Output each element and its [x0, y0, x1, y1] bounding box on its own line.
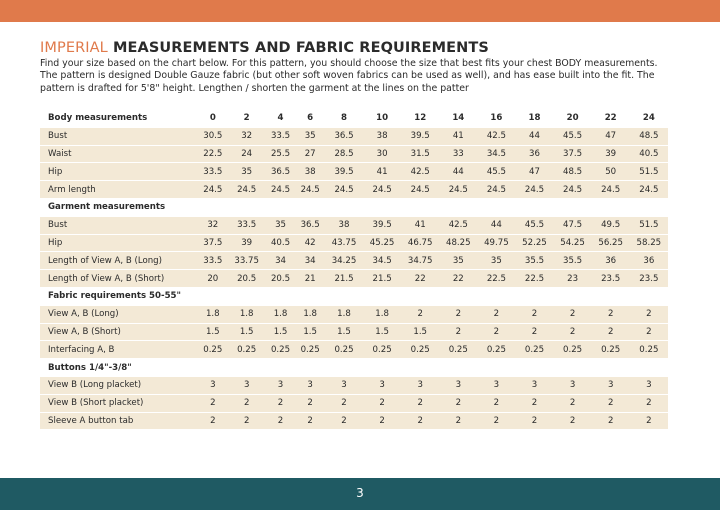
table-cell: 33.5	[198, 163, 228, 181]
table-cell: 2	[554, 323, 592, 341]
table-cell: 37.5	[554, 145, 592, 163]
table-cell: 20.5	[228, 270, 266, 288]
table-cell: 2	[592, 323, 630, 341]
table-cell: 2	[592, 412, 630, 430]
table-cell: 31.5	[401, 145, 439, 163]
table-cell: 2	[295, 412, 325, 430]
table-cell: 24.5	[401, 181, 439, 199]
table-cell: 22.5	[477, 270, 515, 288]
table-cell: 25.5	[266, 145, 296, 163]
table-cell: 58.25	[630, 234, 668, 252]
page-number: 3	[356, 486, 364, 500]
table-cell: 3	[363, 376, 401, 394]
table-cell: 2	[228, 412, 266, 430]
table-cell: 2	[401, 305, 439, 323]
table-cell: 24.5	[592, 181, 630, 199]
table-cell: 48.5	[630, 127, 668, 145]
table-cell: 30	[363, 145, 401, 163]
table-cell: 45.5	[477, 163, 515, 181]
table-cell: 2	[363, 394, 401, 412]
size-header: 8	[325, 110, 363, 127]
size-header: 12	[401, 110, 439, 127]
footer-bar	[0, 478, 720, 510]
table-cell: 23.5	[592, 270, 630, 288]
section-header-row	[40, 287, 668, 305]
table-cell: 1.8	[325, 305, 363, 323]
table-cell: 47	[592, 127, 630, 145]
table-cell: 3	[198, 376, 228, 394]
table-cell: 20	[198, 270, 228, 288]
table-cell: 39	[592, 145, 630, 163]
table-cell: 2	[363, 412, 401, 430]
table-cell: 36.5	[295, 216, 325, 234]
section-header-row	[40, 198, 668, 216]
row-label: Waist	[40, 145, 198, 163]
table-cell: 1.8	[228, 305, 266, 323]
size-header: 10	[363, 110, 401, 127]
table-cell: 39.5	[363, 216, 401, 234]
size-header: 0	[198, 110, 228, 127]
table-cell: 38	[295, 163, 325, 181]
table-cell: 2	[630, 305, 668, 323]
table-cell: 2	[477, 305, 515, 323]
table-cell: 1.5	[325, 323, 363, 341]
table-cell: 33.5	[266, 127, 296, 145]
table-cell: 2	[630, 394, 668, 412]
table-row	[40, 394, 668, 412]
table-cell: 24	[228, 145, 266, 163]
table-cell: 2	[401, 394, 439, 412]
table-cell: 40.5	[266, 234, 296, 252]
row-label: Hip	[40, 163, 198, 181]
table-row	[40, 376, 668, 394]
table-row	[40, 163, 668, 181]
table-cell: 33	[439, 145, 477, 163]
table-body	[40, 110, 668, 430]
row-label: Arm length	[40, 181, 198, 199]
table-cell: 22	[401, 270, 439, 288]
table-cell: 2	[228, 394, 266, 412]
table-cell: 2	[439, 323, 477, 341]
table-cell: 33.5	[228, 216, 266, 234]
size-header: 14	[439, 110, 477, 127]
table-cell: 24.5	[515, 181, 553, 199]
table-row	[40, 181, 668, 199]
table-cell: 2	[554, 394, 592, 412]
table-cell: 3	[295, 376, 325, 394]
table-cell: 1.5	[198, 323, 228, 341]
row-label: View B (Long placket)	[40, 376, 198, 394]
table-cell: 42.5	[439, 216, 477, 234]
table-cell: 3	[266, 376, 296, 394]
top-accent-bar	[0, 0, 720, 22]
table-cell: 1.5	[401, 323, 439, 341]
table-cell: 44	[477, 216, 515, 234]
table-cell: 2	[401, 412, 439, 430]
table-cell: 2	[439, 412, 477, 430]
table-cell: 51.5	[630, 216, 668, 234]
table-cell: 44	[439, 163, 477, 181]
row-label: View B (Short placket)	[40, 394, 198, 412]
table-cell: 35	[439, 252, 477, 270]
size-header: 22	[592, 110, 630, 127]
table-cell: 47	[515, 163, 553, 181]
table-cell: 34.75	[401, 252, 439, 270]
table-cell: 3	[630, 376, 668, 394]
table-cell: 38	[325, 216, 363, 234]
table-cell: 2	[477, 323, 515, 341]
table-row	[40, 252, 668, 270]
table-cell: 2	[592, 394, 630, 412]
table-cell: 24.5	[228, 181, 266, 199]
table-row	[40, 412, 668, 430]
size-header: 24	[630, 110, 668, 127]
table-cell: 0.25	[515, 341, 553, 359]
table-cell: 54.25	[554, 234, 592, 252]
table-cell: 39.5	[325, 163, 363, 181]
table-cell: 45.5	[554, 127, 592, 145]
table-cell: 0.25	[266, 341, 296, 359]
table-cell: 22.5	[198, 145, 228, 163]
table-cell: 35	[228, 163, 266, 181]
table-cell: 0.25	[592, 341, 630, 359]
table-cell: 0.25	[198, 341, 228, 359]
table-cell: 39.5	[401, 127, 439, 145]
row-label: Sleeve A button tab	[40, 412, 198, 430]
table-cell: 1.5	[228, 323, 266, 341]
table-cell: 34.5	[363, 252, 401, 270]
table-cell: 33.5	[198, 252, 228, 270]
table-cell: 36	[630, 252, 668, 270]
table-cell: 21.5	[325, 270, 363, 288]
table-cell: 0.25	[401, 341, 439, 359]
table-cell: 50	[592, 163, 630, 181]
table-cell: 2	[198, 394, 228, 412]
table-cell: 47.5	[554, 216, 592, 234]
table-cell: 48.5	[554, 163, 592, 181]
section-header: Garment measurements	[40, 198, 668, 216]
table-cell: 2	[554, 412, 592, 430]
table-cell: 20.5	[266, 270, 296, 288]
table-cell: 24.5	[554, 181, 592, 199]
table-cell: 3	[325, 376, 363, 394]
table-cell: 2	[198, 412, 228, 430]
table-cell: 42.5	[401, 163, 439, 181]
section-header: Buttons 1/4"-3/8"	[40, 359, 668, 377]
size-header: 2	[228, 110, 266, 127]
section-header: Fabric requirements 50-55"	[40, 287, 668, 305]
title-rest: MEASUREMENTS AND FABRIC REQUIREMENTS	[113, 40, 489, 56]
table-cell: 2	[439, 394, 477, 412]
table-cell: 0.25	[228, 341, 266, 359]
size-header: 20	[554, 110, 592, 127]
table-cell: 2	[554, 305, 592, 323]
table-row	[40, 234, 668, 252]
table-cell: 39	[228, 234, 266, 252]
table-cell: 56.25	[592, 234, 630, 252]
table-cell: 1.8	[266, 305, 296, 323]
table-cell: 3	[592, 376, 630, 394]
size-header: 16	[477, 110, 515, 127]
table-cell: 3	[439, 376, 477, 394]
table-header-row	[40, 110, 668, 127]
table-row	[40, 323, 668, 341]
table-cell: 34.5	[477, 145, 515, 163]
table-row	[40, 305, 668, 323]
table-row	[40, 270, 668, 288]
table-cell: 49.5	[592, 216, 630, 234]
table-cell: 1.8	[295, 305, 325, 323]
table-cell: 24.5	[325, 181, 363, 199]
table-cell: 38	[363, 127, 401, 145]
table-cell: 32	[228, 127, 266, 145]
section-header: Body measurements	[40, 110, 198, 127]
table-cell: 22	[439, 270, 477, 288]
table-cell: 37.5	[198, 234, 228, 252]
table-cell: 34	[295, 252, 325, 270]
table-cell: 22.5	[515, 270, 553, 288]
table-cell: 2	[515, 323, 553, 341]
table-cell: 42	[295, 234, 325, 252]
table-cell: 36	[592, 252, 630, 270]
table-cell: 2	[325, 394, 363, 412]
table-cell: 3	[228, 376, 266, 394]
size-header: 6	[295, 110, 325, 127]
table-cell: 51.5	[630, 163, 668, 181]
page-title	[40, 40, 489, 56]
table-cell: 28.5	[325, 145, 363, 163]
row-label: Hip	[40, 234, 198, 252]
table-cell: 0.25	[554, 341, 592, 359]
table-cell: 3	[554, 376, 592, 394]
table-cell: 0.25	[477, 341, 515, 359]
table-cell: 42.5	[477, 127, 515, 145]
table-cell: 43.75	[325, 234, 363, 252]
table-cell: 35.5	[515, 252, 553, 270]
table-cell: 2	[295, 394, 325, 412]
table-cell: 2	[630, 323, 668, 341]
table-cell: 36.5	[266, 163, 296, 181]
table-cell: 41	[401, 216, 439, 234]
table-cell: 41	[439, 127, 477, 145]
table-cell: 2	[592, 305, 630, 323]
table-cell: 35	[477, 252, 515, 270]
table-cell: 2	[630, 412, 668, 430]
intro-line: pattern is drafted for 5'8" height. Lengthen / shorten the garment at the lines on the patter	[40, 82, 469, 94]
table-cell: 24.5	[630, 181, 668, 199]
table-cell: 0.25	[295, 341, 325, 359]
table-cell: 3	[401, 376, 439, 394]
measurements-table	[40, 110, 668, 430]
table-cell: 0.25	[439, 341, 477, 359]
table-cell: 1.5	[295, 323, 325, 341]
table-cell: 1.8	[198, 305, 228, 323]
table-cell: 35	[295, 127, 325, 145]
table-cell: 24.5	[477, 181, 515, 199]
size-header: 4	[266, 110, 296, 127]
size-header: 18	[515, 110, 553, 127]
table-cell: 52.25	[515, 234, 553, 252]
table-cell: 30.5	[198, 127, 228, 145]
table-cell: 45.25	[363, 234, 401, 252]
table-row	[40, 341, 668, 359]
table-cell: 49.75	[477, 234, 515, 252]
row-label: Interfacing A, B	[40, 341, 198, 359]
table-cell: 0.25	[630, 341, 668, 359]
table-cell: 1.8	[363, 305, 401, 323]
table-cell: 1.5	[266, 323, 296, 341]
table-cell: 21.5	[363, 270, 401, 288]
title-accent: IMPERIAL	[40, 40, 108, 56]
table-cell: 0.25	[325, 341, 363, 359]
table-row	[40, 145, 668, 163]
table-cell: 2	[266, 394, 296, 412]
intro-line: Find your size based on the chart below. For this pattern, you should choose the size that best fits your chest BODY measurements.	[40, 58, 658, 69]
table-cell: 24.5	[295, 181, 325, 199]
row-label: View A, B (Long)	[40, 305, 198, 323]
table-cell: 2	[515, 412, 553, 430]
row-label: Length of View A, B (Long)	[40, 252, 198, 270]
table-cell: 23.5	[630, 270, 668, 288]
table-cell: 23	[554, 270, 592, 288]
table-cell: 0.25	[363, 341, 401, 359]
table-cell: 24.5	[198, 181, 228, 199]
table-cell: 2	[515, 305, 553, 323]
table-cell: 2	[477, 394, 515, 412]
section-header-row	[40, 359, 668, 377]
table-cell: 40.5	[630, 145, 668, 163]
row-label: Length of View A, B (Short)	[40, 270, 198, 288]
table-cell: 36	[515, 145, 553, 163]
table-cell: 32	[198, 216, 228, 234]
table-cell: 24.5	[363, 181, 401, 199]
intro-line: The pattern is designed Double Gauze fabric (but other soft woven fabrics can be used as well), and has ease built into the fit. The	[40, 70, 655, 82]
table-cell: 44	[515, 127, 553, 145]
table-cell: 21	[295, 270, 325, 288]
intro-text	[40, 58, 690, 95]
table-cell: 34	[266, 252, 296, 270]
table-cell: 36.5	[325, 127, 363, 145]
row-label: Bust	[40, 127, 198, 145]
table-cell: 2	[515, 394, 553, 412]
table-cell: 2	[325, 412, 363, 430]
table-cell: 3	[477, 376, 515, 394]
table-row	[40, 127, 668, 145]
table-cell: 33.75	[228, 252, 266, 270]
row-label: Bust	[40, 216, 198, 234]
table-cell: 48.25	[439, 234, 477, 252]
table-cell: 34.25	[325, 252, 363, 270]
table-cell: 27	[295, 145, 325, 163]
table-cell: 35	[266, 216, 296, 234]
table-cell: 3	[515, 376, 553, 394]
table-cell: 2	[439, 305, 477, 323]
table-cell: 1.5	[363, 323, 401, 341]
table-cell: 35.5	[554, 252, 592, 270]
table-cell: 45.5	[515, 216, 553, 234]
table-row	[40, 216, 668, 234]
table-cell: 41	[363, 163, 401, 181]
table-cell: 24.5	[439, 181, 477, 199]
table-cell: 2	[266, 412, 296, 430]
table-cell: 2	[477, 412, 515, 430]
table-cell: 46.75	[401, 234, 439, 252]
row-label: View A, B (Short)	[40, 323, 198, 341]
table-cell: 24.5	[266, 181, 296, 199]
